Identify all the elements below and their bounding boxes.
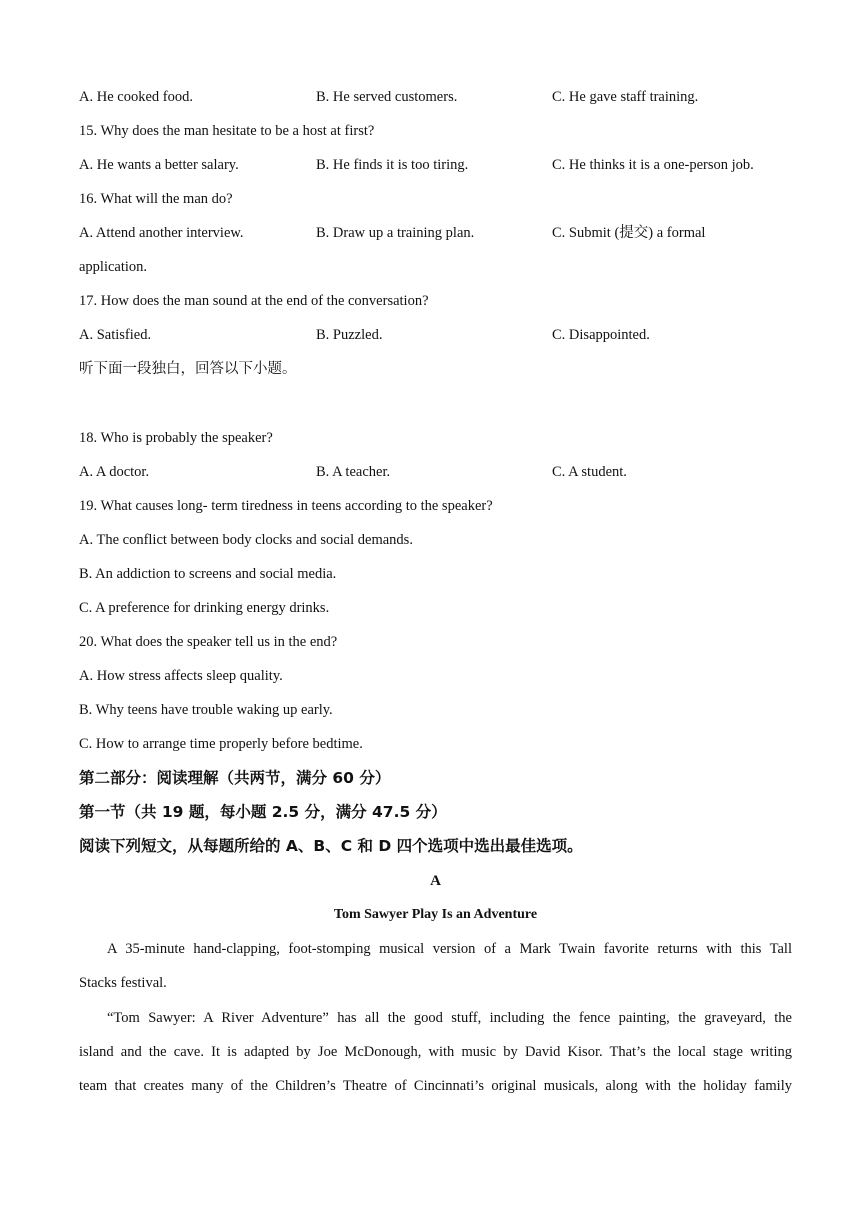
q18-option-b: B. A teacher. (316, 464, 391, 480)
q18-option-c: C. A student. (552, 464, 627, 480)
passage-line-2: Stacks festival. (79, 975, 167, 991)
passage-label: A (430, 873, 441, 889)
q18-question: 18. Who is probably the speaker? (79, 430, 273, 446)
passage-line-4: island and the cave. It is adapted by Joe McDonough, with music by David Kisor. That’s the local stage writing (79, 1044, 792, 1060)
q16-option-c-continued: application. (79, 259, 148, 275)
reading-instruction: 阅读下列短文，从每题所给的 A、B、C 和 D 四个选项中选出最佳选项。 (79, 837, 583, 855)
q14-option-a: A. He cooked food. (79, 89, 193, 105)
passage-line-5: team that creates many of the Children’s Theatre of Cincinnati’s original musicals, along with the holiday family (79, 1078, 792, 1094)
q17-option-b: B. Puzzled. (316, 327, 383, 343)
q20-option-a: A. How stress affects sleep quality. (79, 668, 283, 684)
q16-option-c: C. Submit (提交) a formal (552, 225, 706, 241)
q17-option-a: A. Satisfied. (79, 327, 152, 343)
q19-option-b: B. An addiction to screens and social media. (79, 566, 337, 582)
passage-line-3: “Tom Sawyer: A River Adventure” has all the good stuff, including the fence painting, the graveyard, the (107, 1010, 792, 1026)
q20-question: 20. What does the speaker tell us in the end? (79, 634, 338, 650)
q15-question: 15. Why does the man hesitate to be a host at first? (79, 123, 375, 139)
monologue-instruction: 听下面一段独白，回答以下小题。 (79, 361, 297, 377)
q15-option-b: B. He finds it is too tiring. (316, 157, 469, 173)
section1-heading: 第一节（共 19 题，每小题 2.5 分，满分 47.5 分） (79, 803, 447, 821)
q15-option-a: A. He wants a better salary. (79, 157, 239, 173)
q16-question: 16. What will the man do? (79, 191, 233, 207)
q14-option-b: B. He served customers. (316, 89, 458, 105)
q18-option-a: A. A doctor. (79, 464, 150, 480)
part2-heading: 第二部分：阅读理解（共两节，满分 60 分） (79, 769, 391, 787)
q19-option-c: C. A preference for drinking energy drinks. (79, 600, 330, 616)
q20-option-b: B. Why teens have trouble waking up early. (79, 702, 333, 718)
passage-title: Tom Sawyer Play Is an Adventure (333, 907, 538, 922)
q19-question: 19. What causes long- term tiredness in teens according to the speaker? (79, 498, 493, 514)
q15-option-c: C. He thinks it is a one-person job. (552, 157, 754, 173)
passage-line-1: A 35-minute hand-clapping, foot-stomping musical version of a Mark Twain favorite returns with this Tall (107, 941, 792, 957)
q16-option-b: B. Draw up a training plan. (316, 225, 475, 241)
q14-option-c: C. He gave staff training. (552, 89, 699, 105)
q20-option-c: C. How to arrange time properly before bedtime. (79, 736, 363, 752)
q17-option-c: C. Disappointed. (552, 327, 650, 343)
q19-option-a: A. The conflict between body clocks and social demands. (79, 532, 413, 548)
q16-option-a: A. Attend another interview. (79, 225, 244, 241)
q17-question: 17. How does the man sound at the end of the conversation? (79, 293, 429, 309)
